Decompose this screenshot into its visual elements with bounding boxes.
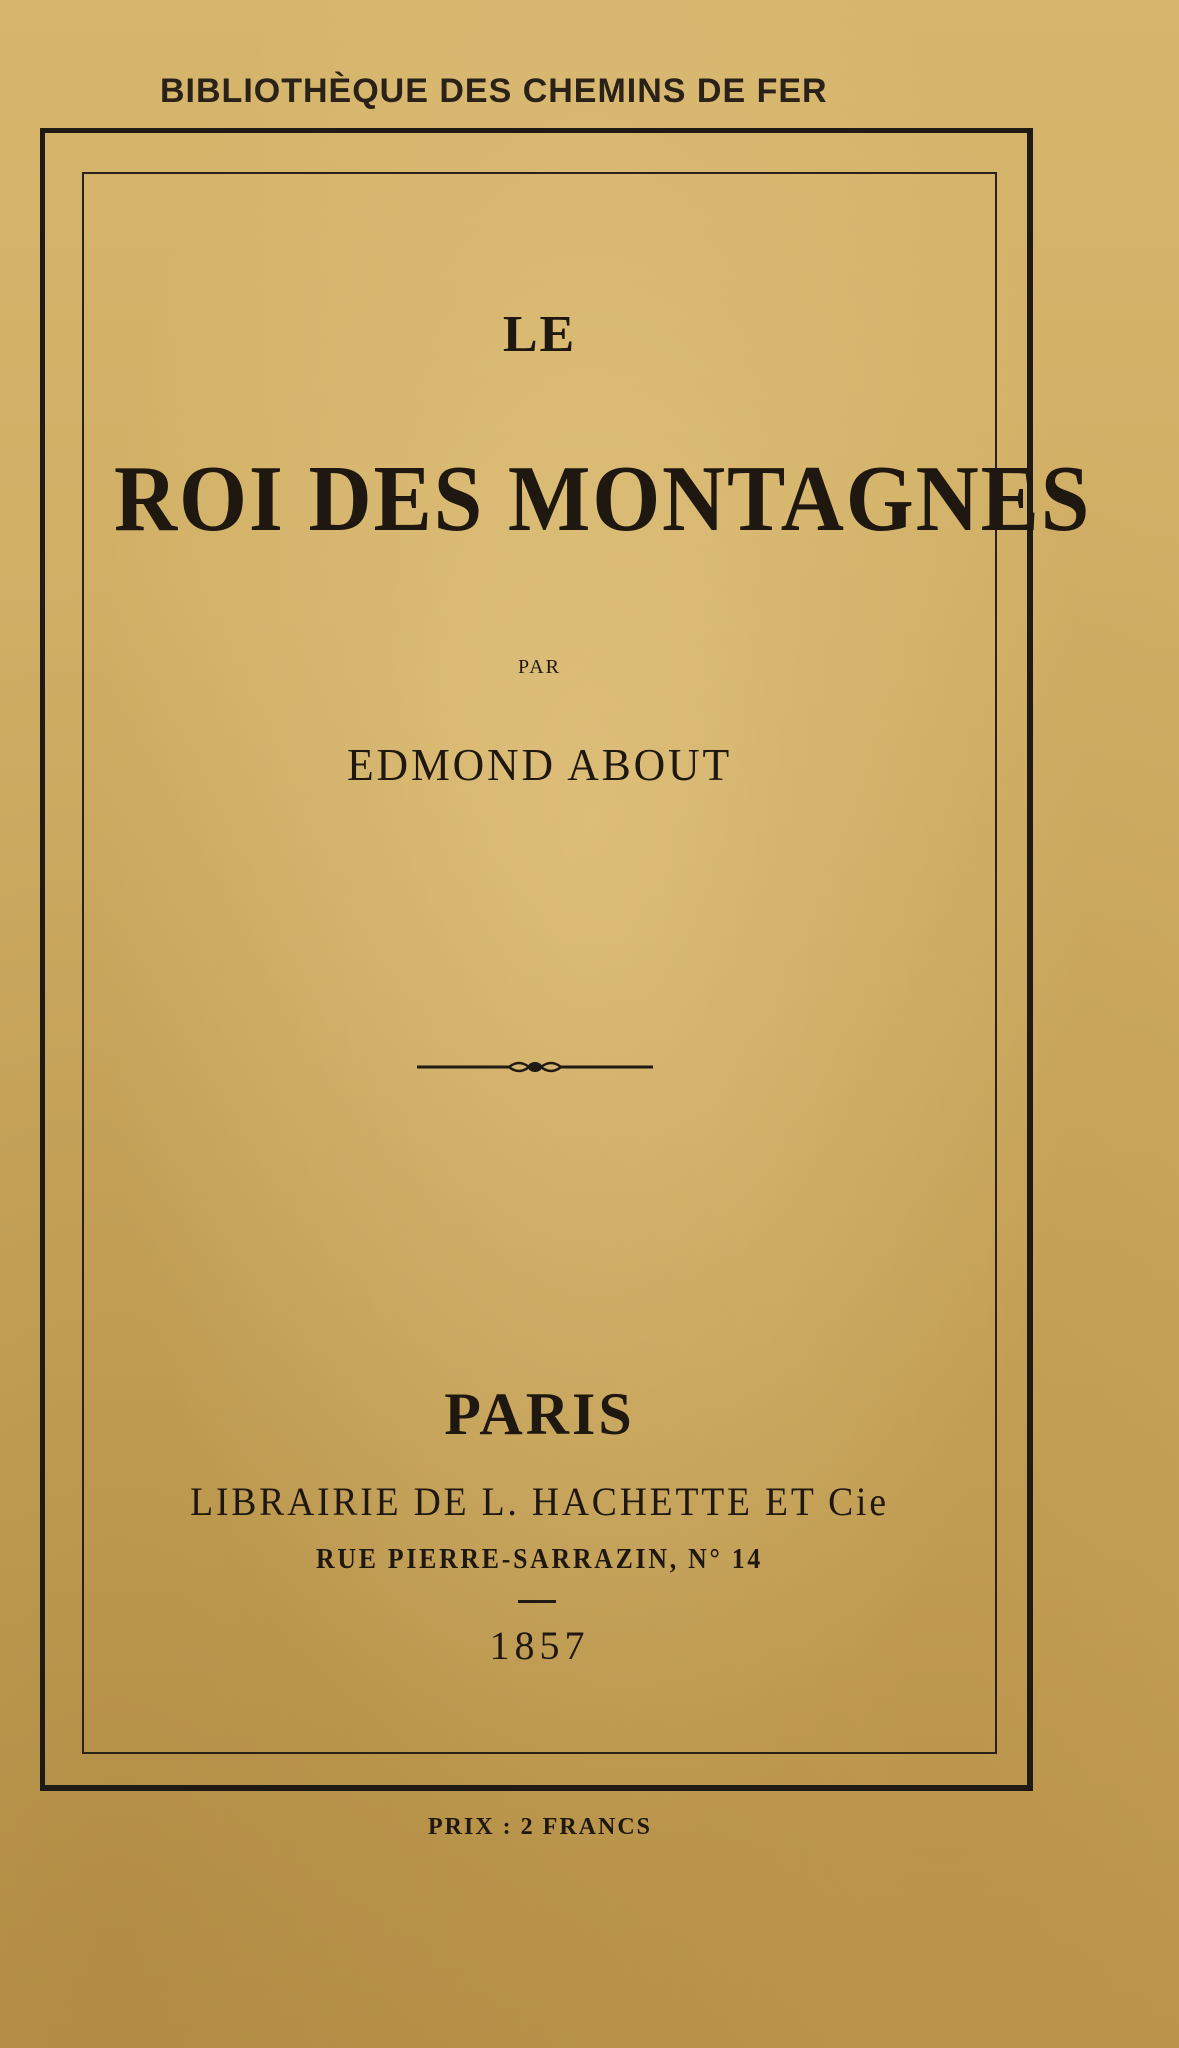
book-title: ROI DES MONTAGNES bbox=[114, 447, 1092, 551]
price-label: PRIX : 2 FRANCS bbox=[428, 1814, 652, 1840]
scroll-ornament-icon bbox=[415, 1050, 655, 1084]
series-title: BIBLIOTHÈQUE DES CHEMINS DE FER bbox=[160, 72, 828, 110]
divider-dash bbox=[518, 1600, 556, 1603]
publisher-address: RUE PIERRE-SARRAZIN, N° 14 bbox=[315, 1544, 764, 1575]
author-name: EDMOND ABOUT bbox=[346, 739, 733, 790]
publication-city: PARIS bbox=[444, 1381, 635, 1447]
title-article: LE bbox=[502, 306, 577, 363]
publication-year: 1857 bbox=[489, 1623, 590, 1668]
by-label: PAR bbox=[517, 656, 562, 678]
publisher-name: LIBRAIRIE DE L. HACHETTE ET Cie bbox=[190, 1479, 889, 1524]
